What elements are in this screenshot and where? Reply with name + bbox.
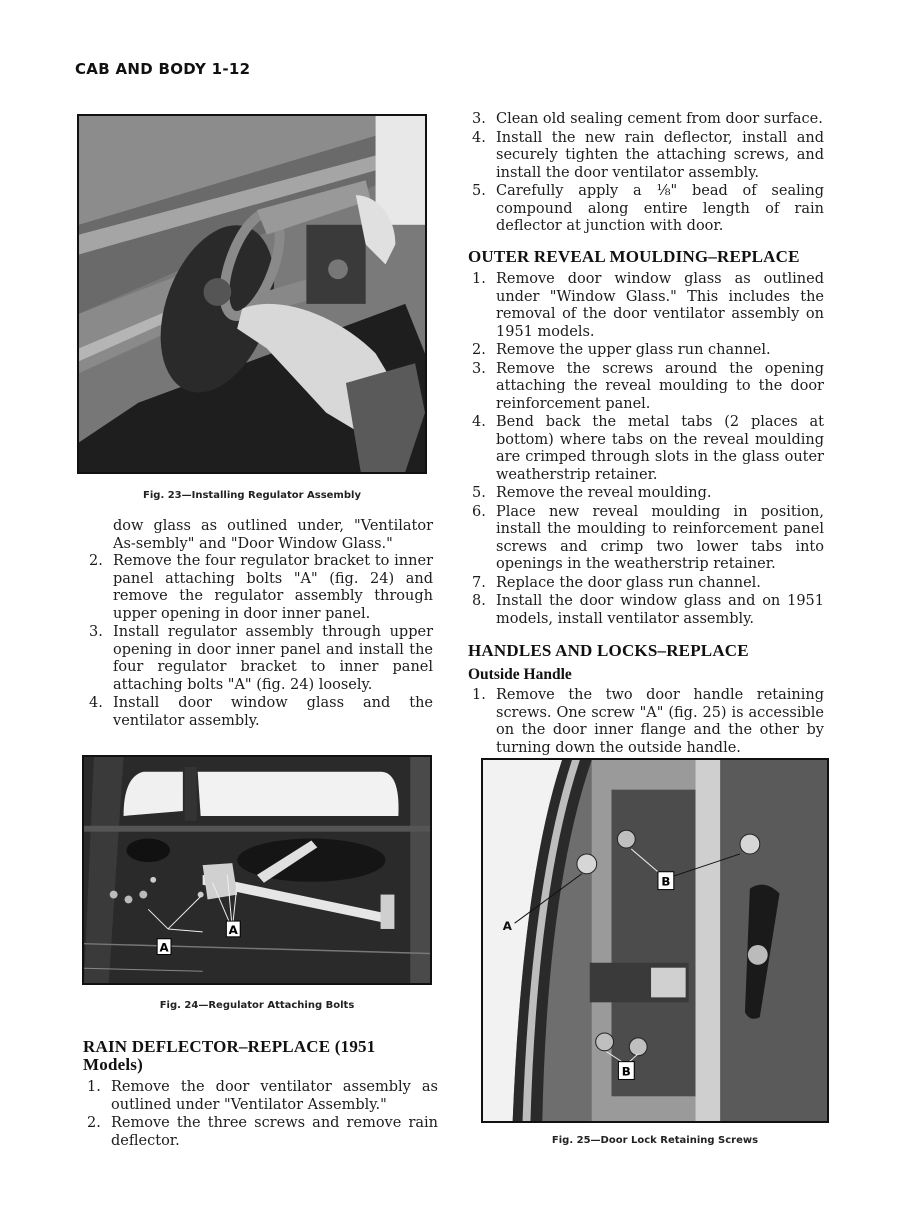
list-item: 4. Bend back the metal tabs (2 places at bottom) where tabs on the reveal moulding are crimped through slots in the glass outer weatherstrip retainer.: [472, 414, 824, 483]
list-item: 2. Remove the upper glass run channel.: [472, 342, 771, 358]
rain-deflector-steps-list: [83, 1079, 438, 1150]
left-column-top: [85, 518, 433, 731]
figure-24-caption: Fig. 24—Regulator Attaching Bolts: [159, 1000, 355, 1011]
list-item: 6. Place new reveal moulding in position, install the moulding to reinforcement panel screws and crimp two lower tabs into openings in the weatherstrip retainer.: [472, 503, 824, 572]
list-item: 5. Remove the reveal moulding.: [472, 485, 712, 501]
list-item: 2. Remove the three screws and remove rain deflector.: [87, 1115, 438, 1149]
outside-handle-subheading: Outside Handle: [468, 665, 572, 683]
callout-a-left: A: [159, 940, 169, 955]
list-item: 8. Install the door window glass and on 1951 models, install ventilator assembly.: [472, 593, 824, 627]
list-item: 1. Remove the door ventilator assembly as outlined under "Ventilator Assembly.": [87, 1079, 438, 1113]
list-item: 1. Remove door window glass as outlined under "Window Glass." This includes the removal of the door ventilator assembly on 1951 models.: [472, 271, 824, 340]
figure-24-image: [82, 755, 432, 985]
rain-deflector-continued-list: [468, 111, 824, 236]
list-item: 3. Install regulator assembly through upper opening in door inner panel and install the four regulator bracket to inner panel attaching bolts "A" (fig. 24) loosely.: [89, 624, 433, 693]
callout-a-right: A: [228, 922, 238, 937]
figure-23-caption: Fig. 23—Installing Regulator Assembly: [143, 490, 361, 501]
regulator-steps-list: [85, 553, 433, 730]
outer-reveal-heading: OUTER REVEAL MOULDING–REPLACE: [468, 246, 800, 266]
list-item: 7. Replace the door glass run channel.: [472, 574, 761, 591]
callout-a: A: [502, 919, 512, 934]
rain-deflector-section: [83, 1038, 438, 1151]
list-item: 3. Remove the screws around the opening attaching the reveal moulding to the door reinforcement panel.: [472, 360, 824, 412]
list-item: 3. Clean old sealing cement from door surface.: [472, 111, 823, 127]
rain-deflector-heading: RAIN DEFLECTOR–REPLACE (1951 Models): [83, 1037, 376, 1074]
right-column: [468, 111, 824, 758]
figure-23-image: [77, 114, 427, 474]
list-item: 1. Remove the two door handle retaining screws. One screw "A" (fig. 25) is accessible on the door inner flange and the other by turning down the outside handle.: [472, 687, 824, 756]
handles-locks-heading: HANDLES AND LOCKS–REPLACE: [468, 641, 749, 660]
figure-25-caption: Fig. 25—Door Lock Retaining Screws: [551, 1135, 759, 1146]
callout-b-top: B: [661, 874, 671, 889]
list-item: 2. Remove the four regulator bracket to inner panel attaching bolts "A" (fig. 24) and remove the regulator assembly through upper opening in door inner panel.: [89, 553, 433, 622]
list-item: 4. Install the new rain deflector, install and securely tighten the attaching screws, and install the door ventilator assembly.: [472, 129, 824, 181]
outside-handle-steps-list: [468, 687, 824, 757]
running-head: CAB AND BODY 1-12: [75, 60, 251, 78]
outer-reveal-steps-list: [468, 271, 824, 628]
list-item: 4. Install door window glass and the ventilator assembly.: [89, 695, 433, 729]
figure-25-image: [481, 758, 829, 1123]
callout-b-bottom: B: [621, 1064, 631, 1079]
list-item: 5. Carefully apply a ⅛" bead of sealing compound along entire length of rain deflector at junction with door.: [472, 183, 824, 234]
continued-paragraph: dow glass as outlined under, "Ventilator As-sembly" and "Door Window Glass.": [113, 518, 433, 552]
